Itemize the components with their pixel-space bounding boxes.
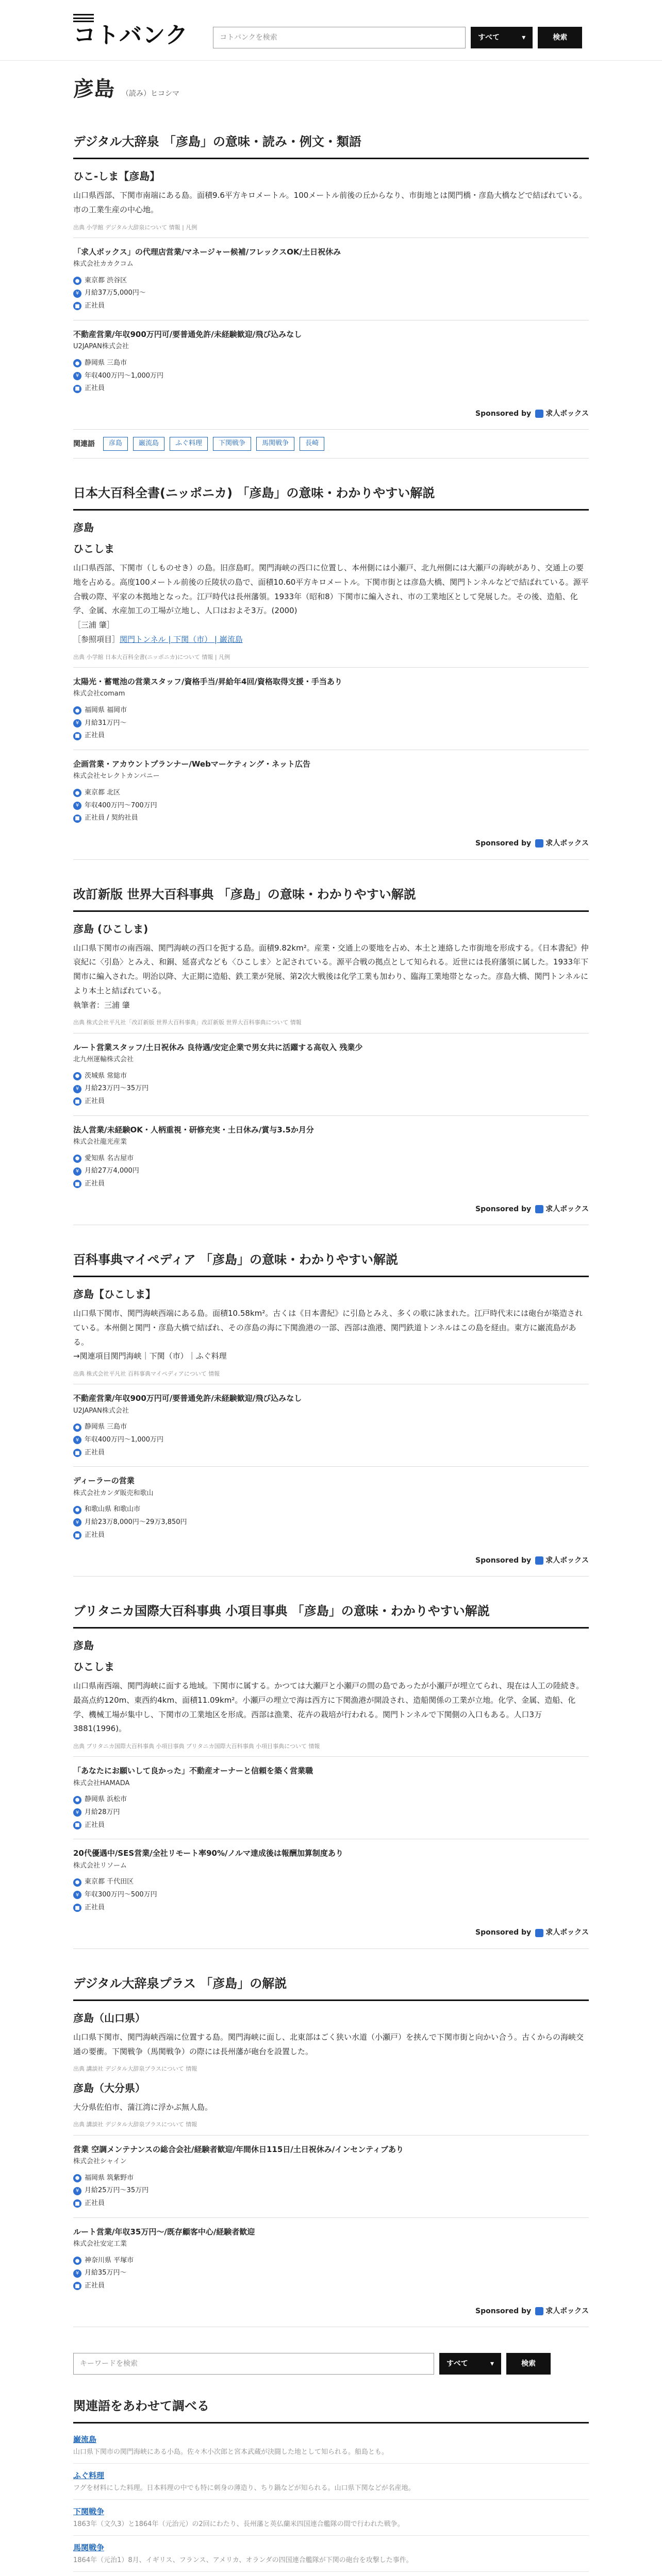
location-icon: ●: [73, 2257, 81, 2265]
yen-icon: ¥: [73, 1518, 81, 1527]
job-type-text: 正社員: [85, 732, 105, 740]
sponsor-brand: 求人ボックス: [545, 1205, 589, 1213]
job-type-text: 正社員: [85, 1821, 105, 1829]
subentry-text: 大分県佐伯市、蒲江湾に浮かぶ無人島。: [73, 2102, 213, 2112]
job-title[interactable]: 20代優遇中/SES営業/全社リモート率90%/ノルマ達成後は報酬加算制度あり: [73, 1849, 343, 1858]
job-title[interactable]: 「求人ボックス」の代理店営業/マネージャー候補/フレックスOK/土日祝休み: [73, 247, 341, 257]
job-listing[interactable]: [73, 750, 589, 832]
search-button[interactable]: 検索: [538, 27, 582, 48]
briefcase-icon: ■: [73, 2282, 81, 2290]
yen-icon: ¥: [73, 1167, 81, 1176]
job-company: 株式会社リソーム: [73, 1861, 127, 1870]
job-title[interactable]: ルート営業/年収35万円～/既存顧客中心/経験者歓迎: [73, 2227, 255, 2236]
related-word-title[interactable]: ふぐ料理: [73, 2471, 105, 2481]
job-listing[interactable]: [73, 1466, 589, 1549]
yen-icon: ¥: [73, 2269, 81, 2278]
job-location: [73, 2255, 589, 2267]
job-type-text: 正社員: [85, 2199, 105, 2207]
reference-links: [73, 633, 589, 647]
job-company: 株式会社カカクコム: [73, 260, 134, 268]
subentry-word: 彦島（大分県）: [73, 2081, 145, 2094]
job-location: [73, 2172, 589, 2185]
job-type: [73, 2280, 589, 2293]
section-heading: デジタル大辞泉プラス 「彦島」の解説: [73, 1970, 589, 2001]
job-salary: [73, 1889, 589, 1902]
job-salary-text: 年収400万円～1,000万円: [85, 371, 164, 380]
sponsor-brand: 求人ボックス: [545, 1556, 589, 1565]
reference-link[interactable]: 関門トンネル | 下関（市） | 巌流島: [120, 634, 243, 644]
briefcase-icon: ■: [73, 1821, 81, 1829]
job-company: 株式会社シャイン: [73, 2157, 127, 2165]
yen-icon: ¥: [73, 1808, 81, 1817]
related-tag[interactable]: 長崎: [300, 437, 324, 451]
job-listing[interactable]: [73, 1839, 589, 1921]
location-icon: ●: [73, 1155, 81, 1163]
related-word-item[interactable]: [73, 2428, 589, 2464]
related-tag[interactable]: 彦島: [103, 437, 128, 451]
header-search: [213, 27, 582, 48]
job-location: [73, 1070, 589, 1083]
job-listing[interactable]: [73, 238, 589, 320]
job-company: 株式会社安定工業: [73, 2240, 127, 2248]
job-location: [73, 1153, 589, 1165]
location-icon: ●: [73, 789, 81, 797]
section-heading: ブリタニカ国際大百科事典 小項目事典 「彦島」の意味・わかりやすい解説: [73, 1597, 589, 1629]
briefcase-icon: ■: [73, 385, 81, 393]
job-salary-text: 月給23万円～35万円: [85, 1084, 149, 1093]
job-title[interactable]: 企画営業・アカウントプランナー/Webマーケティング・ネット広告: [73, 759, 311, 769]
job-location-text: 茨城県 常総市: [85, 1072, 127, 1080]
job-box-icon: [535, 2307, 543, 2315]
job-salary-text: 年収300万円～500万円: [85, 1891, 157, 1899]
job-listing[interactable]: [73, 1384, 589, 1466]
job-salary: [73, 1806, 589, 1819]
briefcase-icon: ■: [73, 1904, 81, 1912]
job-salary: [73, 1165, 589, 1178]
yen-icon: ¥: [73, 1891, 81, 1899]
section-heading: 百科事典マイペディア 「彦島」の意味・わかりやすい解説: [73, 1246, 589, 1277]
job-title[interactable]: 不動産営業/年収900万円可/要普通免許/未経験歓迎/飛び込みなし: [73, 1394, 302, 1403]
scope-select[interactable]: [471, 27, 533, 48]
entry-paragraph: 山口県下関市、関門海峡西端にある島。面積10.58km²。古くは《日本書紀》に引島とみえ、多くの歌に詠まれた。江戸時代末には砲台が築造されている。本州側と関門・彦島大橋で結ばれ、その彦島の海に下関漁港の一部、西部は漁港、関門鉄道トンネルはこの島を経由。東方に巌流島がある。: [73, 1309, 583, 1347]
job-salary-text: 年収400万円～700万円: [85, 801, 157, 809]
location-icon: ●: [73, 2174, 81, 2182]
job-title[interactable]: 法人営業/未経験OK・人柄重視・研修充実・土日休み/賞与3.5か月分: [73, 1125, 314, 1134]
related-tags: [73, 430, 589, 459]
sponsor-line: [73, 402, 589, 430]
job-title[interactable]: 「あなたにお願いして良かった」不動産オーナーと信頼を築く営業職: [73, 1766, 313, 1776]
yen-icon: ¥: [73, 1436, 81, 1444]
job-location-text: 東京都 北区: [85, 788, 121, 796]
yen-icon: ¥: [73, 372, 81, 380]
job-listing[interactable]: [73, 1756, 589, 1839]
briefcase-icon: ■: [73, 1449, 81, 1457]
job-listing[interactable]: [73, 2217, 589, 2300]
job-location: [73, 1421, 589, 1434]
sponsor-label: Sponsored by: [475, 1556, 532, 1565]
location-icon: ●: [73, 1506, 81, 1514]
related-words-list: [73, 2428, 589, 2576]
sponsor-line: [73, 1549, 589, 1577]
sponsor-label: Sponsored by: [475, 409, 532, 418]
job-salary: [73, 1516, 589, 1529]
job-type-text: 正社員: [85, 384, 105, 393]
job-location-text: 静岡県 三島市: [85, 359, 127, 367]
briefcase-icon: ■: [73, 1180, 81, 1188]
job-location-text: 東京都 千代田区: [85, 1878, 134, 1886]
briefcase-icon: ■: [73, 2199, 81, 2208]
job-company: 株式会社HAMADA: [73, 1779, 130, 1787]
scope-select-label: すべて: [478, 33, 500, 42]
job-type-text: 正社員: [85, 2282, 105, 2290]
job-salary: [73, 717, 589, 730]
job-salary-text: 月給31万円～: [85, 719, 127, 727]
source-credit[interactable]: 出典 講談社 デジタル大辞泉プラスについて 情報: [73, 2065, 197, 2073]
site-logo[interactable]: コトバンク: [73, 22, 189, 48]
dictionary-sections: [73, 128, 589, 2327]
source-credit[interactable]: 出典 小学館 日本大百科全書(ニッポニカ)について 情報 | 凡例: [73, 653, 230, 660]
entry-paragraph: 山口県西部、下関市（しものせき）の島。旧彦島町。関門海峡の西口に位置し、本州側には小瀬戸、北九州側には大瀬戸の海峡があり、交通上の要地を占める。高度100メートル前後の丘陵状の島で、面積10.60平方キロメートル。下関市街とは彦島大橋、関門トンネルなどで結ばれている。源平合戦の際、平家の本拠地となった。江戸時代は長州藩領。1933年（昭和8）下関市に編入され、市の工業地区として発展した。その後、造船、化学、金属、水産加工の工場が立地し、人口はおよそ3万。(2000): [73, 563, 589, 616]
related-word-desc: 山口県下関市の関門海峡にある小島。佐々木小次郎と宮本武蔵が決闘した地として知られる。船島とも。: [73, 2448, 389, 2456]
dictionary-section: [73, 1970, 589, 2327]
location-icon: ●: [73, 359, 81, 367]
sponsor-label: Sponsored by: [475, 1205, 532, 1213]
related-word-title[interactable]: 巌流島: [73, 2435, 97, 2445]
briefcase-icon: ■: [73, 732, 81, 740]
job-title[interactable]: ディーラーの営業: [73, 1476, 135, 1486]
job-box-icon: [535, 1929, 543, 1937]
yen-icon: ¥: [73, 802, 81, 810]
job-company: 北九州運輸株式会社: [73, 1055, 134, 1063]
section-heading: 改訂新版 世界大百科事典 「彦島」の意味・わかりやすい解説: [73, 880, 589, 912]
dictionary-section: [73, 1597, 589, 1949]
job-salary: [73, 1082, 589, 1095]
bottom-scope-select-label: すべて: [446, 2360, 468, 2368]
sponsor-line: [73, 832, 589, 860]
sponsor-label: Sponsored by: [475, 839, 532, 848]
source-credit[interactable]: 出典 株式会社平凡社 百科事典マイペディアについて 情報: [73, 1370, 220, 1378]
job-type-text: 正社員: [85, 1903, 105, 1911]
job-salary-text: 月給27万4,000円: [85, 1167, 139, 1175]
job-location-text: 東京都 渋谷区: [85, 276, 127, 284]
entry-paragraph: 執筆者：三浦 肇: [73, 1000, 130, 1010]
job-box-icon: [535, 839, 543, 848]
job-listing[interactable]: [73, 1115, 589, 1198]
related-word-desc: 1863年（文久3）と1864年（元治元）の2回にわたり、長州藩と英仏蘭米四国連合艦隊の間で行われた戦争。: [73, 2520, 404, 2528]
job-box-icon: [535, 1205, 543, 1213]
bottom-search-input[interactable]: キーワードを検索: [73, 2353, 434, 2375]
sponsor-brand: 求人ボックス: [545, 2307, 589, 2315]
bottom-search: [73, 2353, 589, 2375]
job-listing[interactable]: [73, 320, 589, 402]
job-title[interactable]: 不動産営業/年収900万円可/要普通免許/未経験歓迎/飛び込みなし: [73, 329, 302, 339]
sponsor-logo[interactable]: [535, 1554, 589, 1567]
job-box-icon: [535, 410, 543, 418]
entry-word: ひこ‐しま【彦島】: [73, 170, 160, 182]
chevron-down-icon: ▾: [490, 2360, 494, 2368]
subentry-text: 山口県下関市、関門海峡西端に位置する島。関門海峡に面し、北東部はごく狭い水道（小瀬戸）を挟んで下関市街と向かい合う。古くからの海峡交通の要衝。下関戦争（馬関戦争）の際には長州藩が砲台を設置した。: [73, 2032, 584, 2056]
entry-paragraph: 山口県南西端、関門海峡に面する地域。下関市に属する。かつては大瀬戸と小瀬戸の間の島であったが小瀬戸が埋立てられ、現在は人工の陸続き。最高点約120m、東西約4km、面積11.09km²。小瀬戸の埋立で海は西方に下関漁港が開設され、造船関係の工業が立地。化学、金属、造船、化学、機械工場が集中し、下関市の工業地区を形成。西部は漁業、花卉の栽培が行われる。関門トンネルで下関側の入口もある。人口3万3881(1996)。: [73, 1681, 584, 1734]
job-salary: [73, 370, 589, 383]
related-tag[interactable]: 下関戦争: [213, 437, 251, 451]
related-word-item[interactable]: [73, 2500, 589, 2536]
job-location-text: 静岡県 浜松市: [85, 1795, 127, 1804]
job-salary: [73, 2184, 589, 2197]
job-box-icon: [535, 1556, 543, 1565]
entry-word: 彦島: [73, 1639, 94, 1652]
location-icon: ●: [73, 1878, 81, 1887]
bottom-search-button[interactable]: 検索: [506, 2353, 551, 2375]
job-location-text: 福岡県 福岡市: [85, 706, 127, 714]
briefcase-icon: ■: [73, 302, 81, 310]
job-location: [73, 1793, 589, 1806]
job-salary: [73, 287, 589, 300]
related-tag[interactable]: ふぐ料理: [170, 437, 208, 451]
job-type-text: 正社員 / 契約社員: [85, 814, 138, 822]
entry-word-reading: ひこしま: [73, 543, 114, 555]
reference-label: ［参照項目］: [73, 634, 120, 644]
related-label: 関連語: [73, 439, 95, 448]
source-credit[interactable]: 出典 講談社 デジタル大辞泉プラスについて 情報: [73, 2121, 197, 2128]
job-location-text: 神奈川県 平塚市: [85, 2256, 134, 2264]
job-type: [73, 382, 589, 395]
source-credit[interactable]: 出典 小学館 デジタル大辞泉について 情報 | 凡例: [73, 224, 197, 231]
job-type-text: 正社員: [85, 1097, 105, 1105]
job-type: [73, 1902, 589, 1914]
entry-word: 彦島: [73, 521, 94, 534]
job-salary: [73, 1434, 589, 1447]
job-type: [73, 1819, 589, 1832]
job-salary: [73, 800, 589, 812]
sponsor-logo[interactable]: [535, 837, 589, 850]
related-tag[interactable]: 馬関戦争: [256, 437, 294, 451]
job-company: U2JAPAN株式会社: [73, 343, 129, 351]
job-salary-text: 年収400万円～1,000万円: [85, 1436, 164, 1444]
job-company: 株式会社龍光産業: [73, 1138, 127, 1146]
dictionary-section: [73, 479, 589, 859]
job-listing[interactable]: [73, 667, 589, 750]
entry-paragraph: 山口県西部、下関市南端にある島。面積9.6平方キロメートル。100メートル前後の丘からなり、市街地とは関門橋・彦島大橋などで結ばれている。市の工業生産の中心地。: [73, 191, 587, 214]
dictionary-section: [73, 128, 589, 459]
job-listing[interactable]: [73, 2135, 589, 2217]
page-title: 彦島: [73, 77, 114, 101]
job-type: [73, 1178, 589, 1191]
job-type-text: 正社員: [85, 1531, 105, 1539]
job-location-text: 愛知県 名古屋市: [85, 1154, 134, 1162]
related-word-title[interactable]: 下関戦争: [73, 2507, 105, 2517]
briefcase-icon: ■: [73, 1531, 81, 1539]
job-type: [73, 812, 589, 825]
job-location: [73, 1876, 589, 1889]
related-words-heading: 関連語をあわせて調べる: [73, 2395, 589, 2424]
chevron-down-icon: ▾: [522, 33, 526, 42]
location-icon: ●: [73, 706, 81, 715]
job-salary-text: 月給35万円～: [85, 2269, 127, 2277]
briefcase-icon: ■: [73, 815, 81, 823]
dictionary-section: [73, 1246, 589, 1577]
related-word-item[interactable]: [73, 2464, 589, 2500]
entry-paragraph: ［三浦 肇］: [73, 620, 114, 630]
sponsor-brand: 求人ボックス: [545, 409, 589, 418]
briefcase-icon: ■: [73, 1097, 81, 1106]
related-word-desc: 1864年（元治1）8月、イギリス、フランス、アメリカ、オランダの四国連合艦隊が下関の砲台を攻撃した事件。: [73, 2556, 413, 2564]
job-title[interactable]: 営業 空調メンテナンスの総合会社/経験者歓迎/年間休日115日/土日祝休み/インセンティブあり: [73, 2144, 404, 2154]
job-type: [73, 730, 589, 742]
job-type: [73, 300, 589, 313]
job-type-text: 正社員: [85, 1448, 105, 1456]
job-type: [73, 1447, 589, 1460]
related-word-item[interactable]: [73, 2536, 589, 2572]
brand: [73, 14, 188, 47]
entry-word: 彦島 (ひこしま): [73, 922, 148, 935]
related-word-title[interactable]: 馬関戦争: [73, 2543, 105, 2553]
job-company: 株式会社セレクトカンパニー: [73, 772, 160, 781]
job-location: [73, 1503, 589, 1516]
sponsor-brand: 求人ボックス: [545, 839, 589, 848]
sponsor-logo[interactable]: [535, 1926, 589, 1939]
job-location: [73, 704, 589, 717]
job-location-text: 和歌山県 和歌山市: [85, 1505, 141, 1514]
sponsor-brand: 求人ボックス: [545, 1928, 589, 1937]
entry-word: 彦島【ひこしま】: [73, 1288, 156, 1301]
related-word-item[interactable]: [73, 2572, 589, 2576]
section-heading: 日本大百科全書(ニッポニカ) 「彦島」の意味・わかりやすい解説: [73, 479, 589, 511]
source-credit[interactable]: 出典 ブリタニカ国際大百科事典 小項目事典 ブリタニカ国際大百科事典 小項目事典について 情報: [73, 1743, 320, 1750]
job-salary-text: 月給23万8,000円～29万3,850円: [85, 1518, 187, 1527]
job-location: [73, 357, 589, 370]
job-location-text: 福岡県 筑紫野市: [85, 2174, 134, 2182]
job-company: 株式会社カンダ販売和歌山: [73, 1489, 154, 1497]
job-location: [73, 275, 589, 287]
location-icon: ●: [73, 1423, 81, 1432]
job-salary: [73, 2267, 589, 2280]
location-icon: ●: [73, 277, 81, 285]
job-company: 株式会社comam: [73, 690, 125, 698]
related-words: [73, 2395, 589, 2576]
job-listing[interactable]: [73, 1033, 589, 1115]
menu-icon[interactable]: [73, 14, 94, 22]
job-title[interactable]: ルート営業スタッフ/土日祝休み 良待遇/安定企業で男女共に活躍する高収入 残業少: [73, 1042, 363, 1052]
entry-reading: （読み）ヒコシマ: [122, 90, 179, 98]
subentry-word: 彦島（山口県）: [73, 2011, 145, 2024]
entry-paragraph: →関連項目関門海峡｜下関（市）｜ふぐ料理: [73, 1351, 227, 1361]
related-word-desc: フグを材料にした料理。日本料理の中でも特に刺身の薄造り、ちり鍋などが知られる。山口県下関などが名産地。: [73, 2484, 415, 2492]
job-salary-text: 月給28万円: [85, 1808, 120, 1816]
job-type: [73, 1529, 589, 1542]
search-input[interactable]: コトバンクを検索: [213, 27, 466, 48]
related-tag[interactable]: 巌流島: [133, 437, 164, 451]
job-type: [73, 2197, 589, 2210]
job-company: U2JAPAN株式会社: [73, 1406, 129, 1415]
job-type-text: 正社員: [85, 1179, 105, 1188]
bottom-scope-select[interactable]: [439, 2353, 501, 2375]
job-type: [73, 1095, 589, 1108]
sponsor-label: Sponsored by: [475, 1928, 532, 1937]
yen-icon: ¥: [73, 2187, 81, 2195]
job-type-text: 正社員: [85, 302, 105, 310]
sponsor-logo[interactable]: [535, 2305, 589, 2318]
yen-icon: ¥: [73, 719, 81, 727]
main-content: [73, 61, 589, 2576]
yen-icon: ¥: [73, 1085, 81, 1093]
entry-paragraph: 山口県下関市の南西端、関門海峡の西口を扼する島。面積9.82km²。産業・交通上の要地を占め、本土と連絡した市街地を形成する。《日本書紀》仲哀紀に〈引島〉とみえ、和銅、延喜式なども〈ひこしま〉と記されている。源平合戦の拠点として知られる。近世には長府藩領に属した。1933年下関市に編入された。明治以降、大正期に造船、鉄工業が発展、第2次大戦後は化学工業も加わり、臨海工業地帯となった。彦島大橋、関門トンネルにより本土と結ばれている。: [73, 943, 589, 995]
sponsor-logo[interactable]: [535, 408, 589, 420]
job-location: [73, 787, 589, 800]
section-heading: デジタル大辞泉 「彦島」の意味・読み・例文・類語: [73, 128, 589, 159]
dictionary-section: [73, 880, 589, 1226]
sponsor-label: Sponsored by: [475, 2307, 532, 2315]
job-salary-text: 月給25万円～35万円: [85, 2187, 149, 2195]
location-icon: ●: [73, 1796, 81, 1804]
site-header: [0, 0, 662, 61]
sponsor-line: [73, 1921, 589, 1949]
entry-title: [73, 61, 589, 107]
sponsor-logo[interactable]: [535, 1203, 589, 1216]
entry-word-reading: ひこしま: [73, 1660, 114, 1673]
yen-icon: ¥: [73, 290, 81, 298]
location-icon: ●: [73, 1072, 81, 1080]
job-title[interactable]: 太陽光・蓄電池の営業スタッフ/資格手当/昇給年4回/資格取得支援・手当あり: [73, 676, 342, 686]
job-salary-text: 月給37万5,000円～: [85, 289, 146, 297]
sponsor-line: [73, 1198, 589, 1226]
source-credit[interactable]: 出典 株式会社平凡社「改訂新版 世界大百科事典」改訂新版 世界大百科事典について 情報: [73, 1019, 302, 1026]
sponsor-line: [73, 2300, 589, 2328]
job-location-text: 静岡県 三島市: [85, 1423, 127, 1431]
